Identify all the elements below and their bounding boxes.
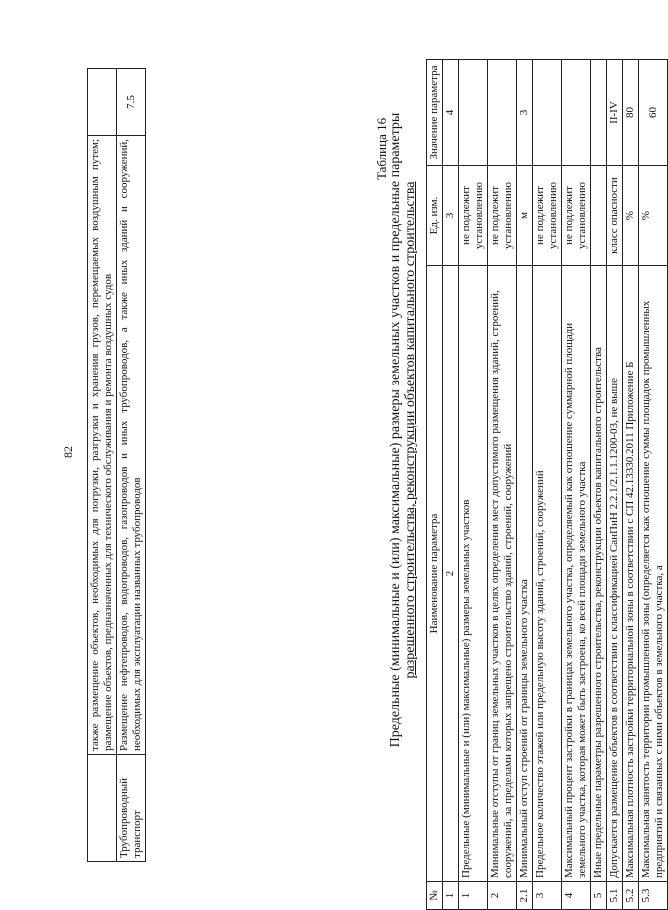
table-row (88, 69, 117, 862)
table-title (388, 80, 418, 780)
table-header-numbers-row (443, 60, 459, 910)
table-row (639, 60, 668, 910)
row-number: 5.1 (607, 882, 623, 910)
row-parameter-name: Максимальная занятость территории промышленной зоны (определяется как отношение суммы площадок промышленных предприятий и связанных с ними объектов в земельного участка, а (639, 266, 668, 882)
row-parameter-name: Минимальные отступы от границ земельных участков в целях определения мест допустимого размещения зданий, строений, сооружений, за пределами которых запрещено строительство зданий, строений, сооружений (488, 266, 517, 882)
table-title-line-2: разрешенного строительства, реконструкции объектов капитального строительства (403, 181, 418, 679)
table-header-row (427, 60, 443, 910)
page-number: 82 (61, 446, 75, 458)
row-number: 5 (591, 882, 607, 910)
header-unit: Ед. изм. (427, 166, 443, 266)
table-number: Таблица 16 (374, 117, 389, 180)
table-row (562, 60, 591, 910)
row-unit: не подлежит установлению (533, 166, 562, 266)
row-unit: не подлежит установлению (488, 166, 517, 266)
table-cell-description: Размещение нефтепроводов, водопроводов, газопроводов и иных трубопроводов, а также иных зданий и сооружений, необходимых для эксплуатации названных трубопроводов (117, 136, 146, 755)
row-unit: м (517, 166, 533, 266)
header-index: 3 (443, 166, 459, 266)
row-parameter-name: Допускается размещение объектов в соответствии с классификацией СанПиН 2.2.1/2.1.1.1200-03, не выше (607, 266, 623, 882)
header-parameter-name: Наименование параметра (427, 266, 443, 882)
row-unit: % (623, 166, 639, 266)
row-number: 2 (488, 882, 517, 910)
table-row (488, 60, 517, 910)
row-number: 2.1 (517, 882, 533, 910)
header-index: 4 (443, 60, 459, 166)
header-index: 1 (443, 882, 459, 910)
table-cell-code: 7.5 (117, 69, 146, 136)
row-unit: % (639, 166, 668, 266)
header-index: 2 (443, 266, 459, 882)
row-value (459, 60, 488, 166)
table-row (623, 60, 639, 910)
table-row (591, 60, 607, 910)
row-number: 5.2 (623, 882, 639, 910)
row-parameter-name: Минимальный отступ строений от границы земельного участка (517, 266, 533, 882)
row-unit: не подлежит установлению (459, 166, 488, 266)
table-row (517, 60, 533, 910)
row-value (562, 60, 591, 166)
row-unit (591, 166, 607, 266)
row-parameter-name: Предельные (минимальные и (или) максимальные) размеры земельных участков (459, 266, 488, 882)
table-cell-name: Трубопроводный транспорт (117, 755, 146, 862)
land-use-table (87, 68, 146, 862)
row-value: II-IV (607, 60, 623, 166)
row-parameter-name: Предельное количество этажей или предельную высоту зданий, строений, сооружений (533, 266, 562, 882)
table-cell-description: также размещение объектов, необходимых для погрузки, разгрузки и хранения грузов, перемещаемых воздушным путем; размещение объектов, предназначенных для технического обслуживания и ремонта воздушных судов (88, 136, 117, 755)
table-cell-code (88, 69, 117, 136)
row-value: 3 (517, 60, 533, 166)
header-value: Значение параметра (427, 60, 443, 166)
row-value (488, 60, 517, 166)
parameters-table (426, 59, 668, 910)
row-value: 80 (623, 60, 639, 166)
header-number: № (427, 882, 443, 910)
table-row (117, 69, 146, 862)
row-number: 5.3 (639, 882, 668, 910)
row-number: 1 (459, 882, 488, 910)
row-number: 3 (533, 882, 562, 910)
row-value: 60 (639, 60, 668, 166)
row-number: 4 (562, 882, 591, 910)
table-title-line-1: Предельные (минимальные и (или) максимальные) размеры земельных участков и предельные параметры (388, 112, 403, 748)
row-unit: класс опасности (607, 166, 623, 266)
table-row (533, 60, 562, 910)
row-value (533, 60, 562, 166)
table-cell-name (88, 755, 117, 862)
row-parameter-name: Максимальный процент застройки в границах земельного участка, определяемый как отношение суммарной площади земельного участка, которая может быть застроена, ко всей площади земельного участка (562, 266, 591, 882)
row-parameter-name: Максимальная плотность застройки территориальной зоны в соответствии с СП 42.13330.2011 Приложение Б (623, 266, 639, 882)
row-parameter-name: Иные предельные параметры разрешенного строительства, реконструкции объектов капитального строительства (591, 266, 607, 882)
row-value (591, 60, 607, 166)
row-unit: не подлежит установлению (562, 166, 591, 266)
table-row (607, 60, 623, 910)
table-row (459, 60, 488, 910)
